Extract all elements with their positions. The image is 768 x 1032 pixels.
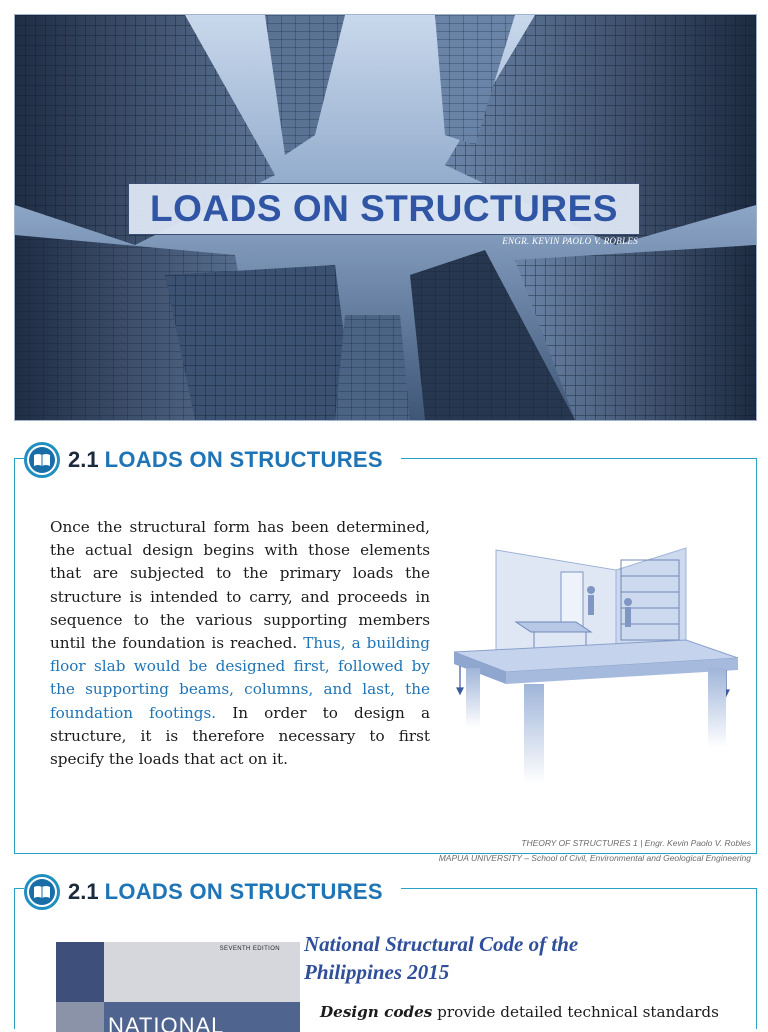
- body-paragraph: [50, 516, 430, 771]
- book-icon: [24, 442, 60, 478]
- nscp-book-cover: [56, 942, 300, 1032]
- slide-heading: [24, 874, 401, 910]
- heading-number: 2.1: [68, 447, 99, 472]
- design-codes-rest: provide detailed technical standards: [432, 1003, 719, 1021]
- paragraph-highlight: Thus, a building floor slab would be designed first, followed by the supporting beams, columns, and last, the foundation footings.: [50, 634, 430, 722]
- design-codes-bold: Design codes: [320, 1003, 433, 1021]
- book-edition: SEVENTH EDITION: [219, 946, 280, 952]
- paragraph-part2: In order to design a structure, it is therefore necessary to first specify the loads that act on it.: [50, 703, 431, 769]
- design-codes-text: [320, 1003, 719, 1021]
- book-cover-word: NATIONAL: [108, 1013, 225, 1032]
- cover-title: LOADS ON STRUCTURES: [150, 188, 618, 229]
- heading-text: LOADS ON STRUCTURES: [104, 447, 383, 472]
- heading-text: LOADS ON STRUCTURES: [104, 879, 383, 904]
- code-title: National Structural Code of the Philippines 2015: [304, 932, 579, 984]
- footer-course: THEORY OF STRUCTURES 1 | Engr. Kevin Paolo V. Robles: [521, 838, 751, 848]
- footer-school: MAPUA UNIVERSITY – School of Civil, Environmental and Geological Engineering: [438, 853, 751, 863]
- slide-heading: [24, 442, 401, 478]
- cover-author: ENGR. KEVIN PAOLO V. ROBLES: [502, 236, 638, 246]
- cover-slide: [14, 14, 757, 421]
- cover-title-box: [128, 183, 640, 235]
- heading-number: 2.1: [68, 879, 99, 904]
- floor-slab-illustration: [446, 540, 746, 790]
- paragraph-part1: Once the structural form has been determined, the actual design begins with those elements that are subjected to the primary loads the structure is intended to carry, and proceeds in sequence to the various supporting members until the foundation is reached.: [50, 518, 430, 653]
- book-icon: [24, 874, 60, 910]
